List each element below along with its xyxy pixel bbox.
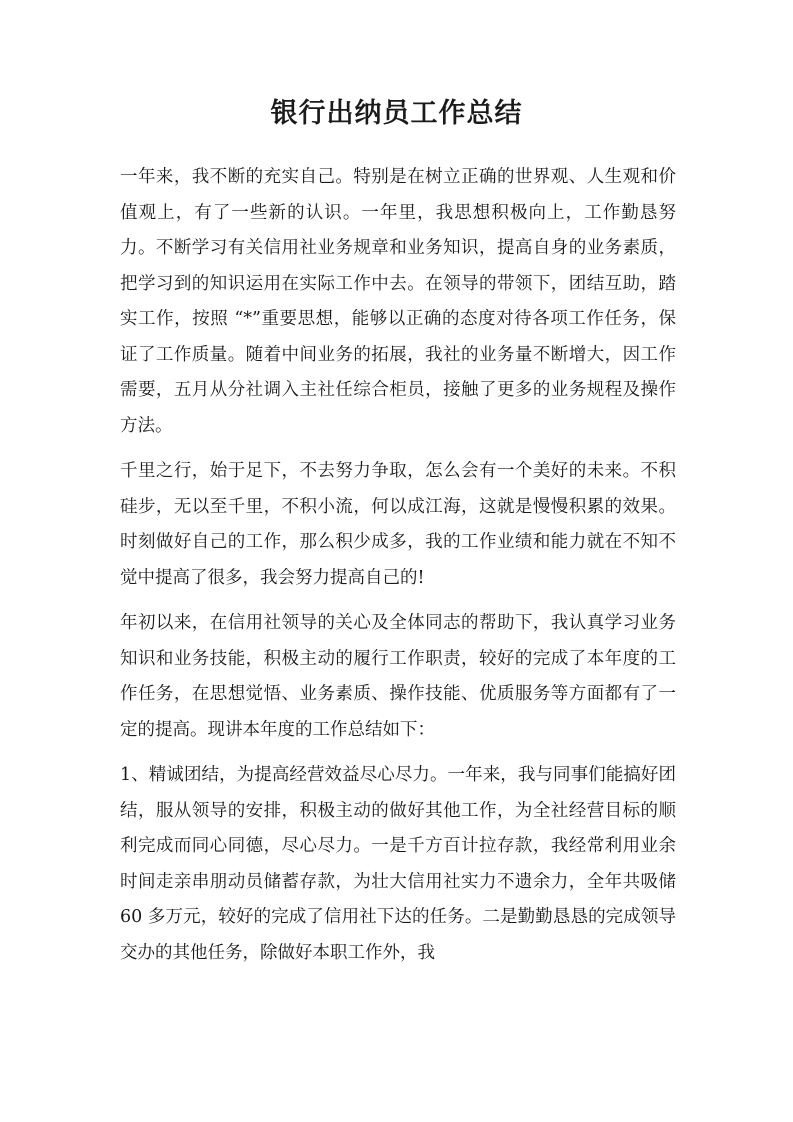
paragraph-3: 年初以来，在信用社领导的关心及全体同志的帮助下，我认真学习业务知识和业务技能，积极主动的履行工作职责，较好的完成了本年度的工作任务，在思想觉悟、业务素质、操作技能、优质服务等方面都有了一定的提高。现讲本年度的工作总结如下： <box>120 613 676 740</box>
paragraph-4: 1、精诚团结，为提高经营效益尽心尽力。一年来，我与同事们能搞好团结，服从领导的安排，积极主动的做好其他工作，为全社经营目标的顺利完成而同心同德，尽心尽力。一是千方百计拉存款，我经常利用业余时间走亲串朋动员储蓄存款，为壮大信用社实力不遗余力，全年共吸储 60 多万元，较好的完成了信用社下达的任务。二是勤勤恳恳的完成领导交办的其他任务，除做好本职工作外，我 <box>120 765 676 963</box>
document-body <box>120 160 676 981</box>
paragraph-1: 一年来，我不断的充实自己。特别是在树立正确的世界观、人生观和价值观上，有了一些新的认识。一年里，我思想积极向上，工作勤恳努力。不断学习有关信用社业务规章和业务知识，提高自身的业务素质，把学习到的知识运用在实际工作中去。在领导的带领下，团结互助，踏实工作，按照 “*”重要思想，能够以正确的态度对待各项工作任务，保证了工作质量。随着中间业务的拓展，我社的业务量不断增大，因工作需要，五月从分社调入主社任综合柜员，接触了更多的业务规程及操作方法。 <box>120 167 676 436</box>
document-title: 银行出纳员工作总结 <box>270 98 523 129</box>
paragraph-2: 千里之行，始于足下，不去努力争取，怎么会有一个美好的未来。不积硅步，无以至千里，不积小流，何以成江海，这就是慢慢积累的效果。时刻做好自己的工作，那么积少成多，我的工作业绩和能力就在不知不觉中提高了很多，我会努力提高自己的! <box>120 461 676 588</box>
